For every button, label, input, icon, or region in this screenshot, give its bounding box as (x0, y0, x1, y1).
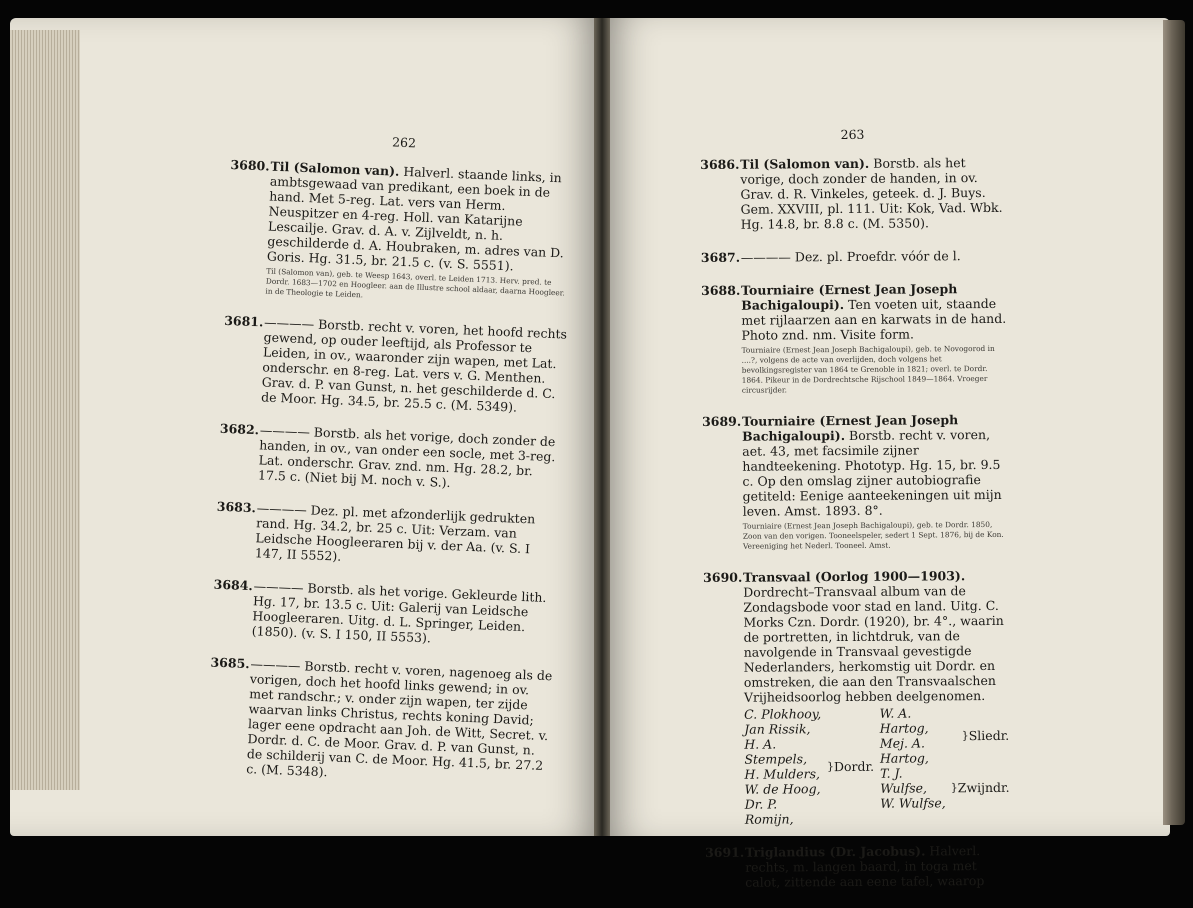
entry-text: Borstb. als het vorige. Gekleurde lith. Hg. 17, br. 13.5 c. Uit: Galerij van Leidsche Hoogleeraren. Uitg. d. L. Springer, Leiden. (1850). (v. S. I 150, II 5553). (251, 580, 547, 646)
group-label: Sliedr. (968, 727, 1010, 743)
entry-3680 (225, 157, 575, 309)
entry-name: Tourniaire (Ernest Jean Joseph Bachigaloupi). (741, 281, 958, 313)
participant: H. Mulders, (744, 766, 821, 782)
entry-name: Transvaal (Oorlog 1900—1903). (743, 568, 966, 585)
participant: T. J. Wulfse, (880, 765, 928, 796)
entry-name: Tourniaire (Ernest Jean Joseph Bachigaloupi). (741, 412, 959, 444)
entry-3682 (218, 421, 565, 495)
left-text-column (205, 128, 576, 806)
right-text-column (700, 126, 1010, 908)
group-zwijndrecht (880, 765, 1010, 811)
book-gutter (594, 18, 610, 836)
entry-3684 (212, 577, 559, 651)
entry-3686 (700, 155, 1006, 232)
entry-number: 3689. (701, 413, 742, 429)
entry-number: 3680. (230, 156, 270, 174)
group-names (880, 705, 962, 766)
entry-number: 3681. (223, 312, 264, 330)
participant: C. Plokhooy, (744, 706, 822, 722)
group-label: Dordr. (833, 758, 875, 774)
entry-text: Ten voeten uit, staande met rijlaarzen aan en karwats in de hand. Photo znd. nm. Visite form. (741, 295, 1007, 343)
entry-text: Halverl. rechts, m. langen baard, in toga met calot, zittende aan eene tafel, waarop (745, 843, 985, 890)
entry-3690 (703, 568, 1010, 827)
entry-dash: ———— (259, 422, 311, 440)
entry-number: 3691. (705, 844, 745, 860)
entry-text: Halverl. staande links, in ambtsgewaad van predikant, een boek in de hand. Met 5-reg. Lat. vers van Herm. Neuspitzer en 4-reg. Holl. van Katarijne Lescailje. Grav. d. A. v. Zijlveldt, n. h. geschilderde d. A. Houbraken, m. adres van D. Goris. Hg. 31.5, br. 21.5 c. (v. S. 5551). (266, 163, 565, 274)
entry-3689 (702, 412, 1008, 552)
right-page-number: 263 (840, 126, 865, 143)
entry-text: Dordrecht–Transvaal album van de Zondagsbode voor stad en land. Uitg. C. Morks Czn. Dordr. (1920), br. 4°., waarin de portretten, in lichtdruk, van de navolgende in Transvaal gevestigde Nederlanders, herkomstig uit Dordr. en omstreken, die aan den Transvaalschen Vrijheidsoorlog hebben deelgenomen. (743, 583, 1004, 705)
participant: Jan Rissik, (744, 721, 811, 737)
brace-icon: } (950, 781, 958, 795)
entry-text: Borstb. als het vorige, doch zonder de handen, in ov., van onder een socle, met 3-reg. Lat. onderschr. Grav. znd. nm. Hg. 28.2, br. 17.5 c. (Niet bij M. noch v. S.). (257, 424, 556, 491)
right-groups (880, 705, 1010, 826)
participant: H. A. Stempels, (744, 736, 808, 767)
participant: W. A. Hartog, (879, 705, 929, 736)
entry-number: 3684. (213, 576, 254, 594)
entry-number: 3682. (219, 420, 260, 438)
entry-note: Tourniaire (Ernest Jean Joseph Bachigaloupi), geb. te Novogorod in ....?, volgens de acte van overlijden, doch volgens het bevolkingsregister van 1864 te Grenoble in 1821; overl. te Dordr. 1864. Pikeur in de Dordrechtsche Rijschool 1849—1864. Vroeger circusrijder. (741, 343, 995, 395)
entry-text: Dez. pl. met afzonderlijk gedrukten rand. Hg. 34.2, br. 25 c. Uit: Verzam. van Leidsche Hoogleeraren bij v. der Aa. (v. S. I 147, II 5552). (254, 502, 536, 564)
entry-number: 3683. (216, 498, 257, 516)
entry-number: 3688. (701, 282, 741, 298)
group-names (744, 706, 827, 827)
entry-dash: ———— (253, 578, 304, 596)
entry-note: Til (Salomon van), geb. te Weesp 1643, overl. te Leiden 1713. Herv. pred. te Dordr. 1683—1702 en Hoogleer. aan de Illustre school aldaar, daarna Hoogleer. in de Theologie te Leiden. (265, 266, 566, 300)
participant: W. Wulfse, (880, 795, 946, 811)
entry-dash: ———— (263, 314, 315, 332)
participants-table (744, 705, 1010, 827)
entry-text: Borstb. recht v. voren, het hoofd rechts gewend, op ouder leeftijd, als Professor te Leiden, in ov., waaronder zijn wapen, met Lat. onderschr. en 8-reg. Lat. vers v. G. Menthen. Grav. d. P. van Gunst, n. het geschilderde d. C. de Moor. Hg. 34.5, br. 25.5 c. (M. 5349). (260, 316, 568, 415)
brace-icon: } (826, 759, 834, 773)
group-sliedrecht (880, 705, 1010, 766)
entry-text: Borstb. als het vorige, doch zonder de handen, in ov. Grav. d. R. Vinkeles, geteek. d. J. Buys. Gem. XXVIII, pl. 111. Uit: Kok, Vad. Wbk. Hg. 14.8, br. 8.8 c. (M. 5350). (740, 155, 1003, 232)
left-page-number: 262 (391, 134, 417, 151)
group-label: Zwijndr. (957, 779, 1010, 796)
participant: W. de Hoog, (744, 781, 821, 797)
entry-3688 (701, 281, 1007, 396)
entry-dash: ———— (250, 656, 301, 674)
entry-name: Triglandius (Dr. Jacobus). (745, 843, 926, 860)
entry-3691 (705, 843, 1010, 890)
entry-number: 3687. (700, 249, 741, 265)
entry-note: Tourniaire (Ernest Jean Joseph Bachigaloupi), geb. te Dordr. 1850, Zoon van den vorigen. Tooneelspeler, sedert 1 Sept. 1876, bij de Kon. Vereeniging het Nederl. Tooneel. Amst. (742, 519, 1004, 551)
entry-dash: ———— (740, 249, 791, 265)
left-fore-edge (10, 30, 80, 790)
entry-3687 (701, 248, 1006, 265)
entry-text: Dez. pl. Proefdr. vóór de l. (794, 248, 961, 265)
entry-3681 (221, 313, 569, 417)
participant: Dr. P. Romijn, (744, 796, 794, 827)
entry-text: Borstb. recht v. voren, nagenoeg als de vorigen, doch het hoofd links gewend; in ov. met randschr.; v. onder zijn wapen, ter zijde waarvan links Christus, rechts koning David; lager eene opdracht aan Joh. de Witt, Secret. v. Dordr. d. C. de Moor. Grav. d. P. van Gunst, n. de schilderij van C. de Moor. Hg. 41.5, br. 27.2 c. (M. 5348). (246, 658, 553, 780)
entry-3685 (206, 655, 556, 789)
brace-icon: } (961, 728, 969, 742)
book-cover-edge (1163, 20, 1185, 825)
entry-number: 3690. (703, 569, 743, 585)
entry-name: Til (Salomon van). (270, 158, 400, 179)
participant: Mej. A. Hartog, (879, 735, 929, 766)
group-names (880, 765, 951, 810)
entry-3683 (215, 499, 562, 573)
entry-dash: ———— (256, 500, 308, 518)
entry-text: Borstb. recht v. voren, aet. 43, met facsimile zijner handteekening. Phototyp. Hg. 15, br. 9.5 c. Op den omslag zijner autobiografie getiteld: Eenige aanteekeningen uit mijn leven. Amst. 1893. 8°. (742, 426, 1002, 519)
entry-number: 3685. (210, 654, 250, 672)
group-dordrecht (744, 706, 874, 827)
entry-number: 3686. (700, 156, 740, 172)
entry-name: Til (Salomon van). (740, 155, 870, 172)
